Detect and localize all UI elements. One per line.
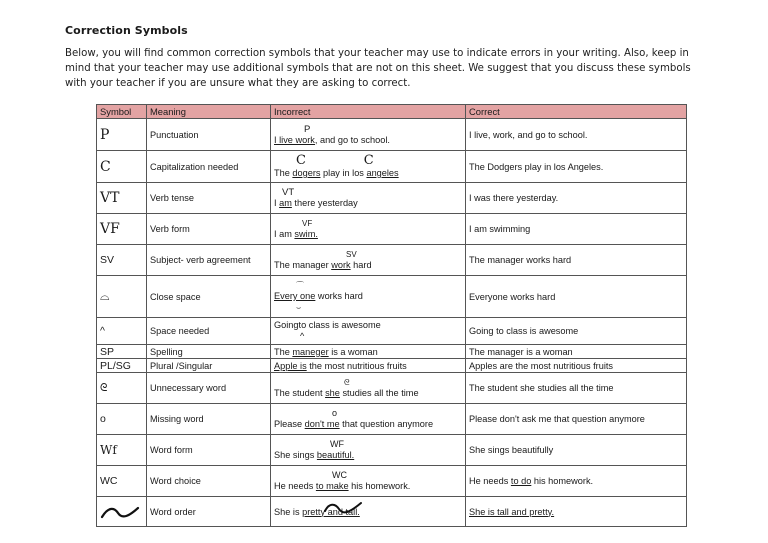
- symbol-glyph: PL/SG: [100, 359, 131, 372]
- underlined-error: swim.: [294, 229, 318, 239]
- correct-text: He needs: [469, 476, 511, 486]
- correct-cell: Everyone works hard: [466, 276, 687, 318]
- symbol-cell: [97, 435, 147, 466]
- correction-mark: P: [304, 123, 311, 135]
- incorrect-text: play in los: [320, 168, 367, 178]
- correction-mark: VF: [302, 219, 313, 228]
- meaning-cell: Verb tense: [147, 183, 271, 214]
- incorrect-text: is a woman: [328, 346, 378, 357]
- correction-mark-bottom: ⌣: [296, 303, 302, 312]
- correction-mark: ^: [300, 331, 305, 341]
- meaning-cell: Space needed: [147, 318, 271, 345]
- incorrect-text: I: [274, 198, 280, 208]
- symbol-cell: [97, 276, 147, 318]
- meaning-cell: Subject- verb agreement: [147, 245, 271, 276]
- correct-text: his homework.: [531, 476, 594, 486]
- meaning-cell: Verb form: [147, 214, 271, 245]
- table-row: [97, 245, 687, 276]
- incorrect-cell: [271, 151, 466, 183]
- table-row: [97, 119, 687, 151]
- correct-cell: Going to class is awesome: [466, 318, 687, 345]
- incorrect-text: there yesterday: [291, 198, 358, 208]
- meaning-cell: Word form: [147, 435, 271, 466]
- incorrect-cell: [271, 276, 466, 318]
- header-incorrect: Incorrect: [271, 105, 466, 119]
- underlined-error: to make: [315, 481, 349, 491]
- symbol-cell: [97, 151, 147, 183]
- correct-cell: I was there yesterday.: [466, 183, 687, 214]
- incorrect-text: and go to school.: [317, 134, 390, 145]
- incorrect-cell: [271, 497, 466, 527]
- symbol-cell: [97, 183, 147, 214]
- table-row: [97, 359, 687, 373]
- meaning-cell: Missing word: [147, 404, 271, 435]
- header-correct: Correct: [466, 105, 687, 119]
- correction-mark: WF: [330, 439, 344, 449]
- symbol-glyph: P: [100, 126, 110, 143]
- incorrect-text: works hard: [315, 291, 363, 301]
- symbol-glyph: Wf: [100, 443, 117, 457]
- correct-cell: She sings beautifully: [466, 435, 687, 466]
- symbol-cell: [97, 466, 147, 497]
- underlined-error: I live work,: [274, 134, 318, 145]
- table-row: [97, 151, 687, 183]
- underlined-error: Apple is: [274, 360, 307, 371]
- insert-word-icon: o: [100, 413, 106, 425]
- incorrect-text: The manager: [274, 260, 332, 270]
- correct-cell: [466, 466, 687, 497]
- meaning-cell: Capitalization needed: [147, 151, 271, 183]
- table-row: [97, 318, 687, 345]
- correct-cell: The manager is a woman: [466, 345, 687, 359]
- table-row: [97, 497, 687, 527]
- incorrect-cell: [271, 404, 466, 435]
- symbol-cell: [97, 318, 147, 345]
- table-header-row: [97, 105, 687, 119]
- symbol-cell: [97, 497, 147, 527]
- incorrect-text: The student: [274, 388, 326, 398]
- table-row: [97, 345, 687, 359]
- table-row: [97, 276, 687, 318]
- incorrect-cell: [271, 183, 466, 214]
- meaning-cell: Spelling: [147, 345, 271, 359]
- meaning-cell: Word order: [147, 497, 271, 527]
- incorrect-cell: [271, 345, 466, 359]
- underlined-error: angeles: [366, 168, 399, 178]
- underlined-error: Every one: [274, 291, 316, 301]
- correct-cell: The Dodgers play in los Angeles.: [466, 151, 687, 183]
- underlined-fix: to do: [510, 476, 532, 486]
- correct-cell: Please don't ask me that question anymore: [466, 404, 687, 435]
- table-row: [97, 373, 687, 404]
- caret-icon: ^: [100, 325, 105, 337]
- meaning-cell: Close space: [147, 276, 271, 318]
- incorrect-text: I am: [274, 229, 295, 239]
- incorrect-text: She sings: [274, 450, 317, 460]
- incorrect-cell: [271, 119, 466, 151]
- close-space-icon: ⌓: [100, 289, 110, 303]
- underlined-error: don't me: [304, 419, 340, 429]
- meaning-cell: Word choice: [147, 466, 271, 497]
- incorrect-text: The: [274, 168, 293, 178]
- table-row: [97, 183, 687, 214]
- incorrect-text: that question anymore: [339, 419, 434, 429]
- underlined-error: pretty and tall.: [302, 506, 360, 517]
- incorrect-cell: [271, 214, 466, 245]
- incorrect-text: He needs: [274, 481, 316, 491]
- symbol-cell: [97, 214, 147, 245]
- incorrect-cell: [271, 359, 466, 373]
- underlined-error: am: [279, 198, 292, 208]
- symbol-glyph: VF: [100, 221, 120, 237]
- correct-cell: I live, work, and go to school.: [466, 119, 687, 151]
- meaning-cell: Unnecessary word: [147, 373, 271, 404]
- header-symbol: Symbol: [97, 105, 147, 119]
- underlined-error: dogers: [292, 168, 321, 178]
- correct-cell: The student she studies all the time: [466, 373, 687, 404]
- symbol-glyph: C: [100, 158, 111, 175]
- correct-cell: I am swimming: [466, 214, 687, 245]
- incorrect-cell: [271, 466, 466, 497]
- incorrect-text: She is: [274, 506, 303, 517]
- incorrect-text: The: [274, 346, 293, 357]
- symbol-cell: [97, 245, 147, 276]
- symbol-cell: [97, 404, 147, 435]
- underlined-error: maneger: [292, 346, 329, 357]
- correct-cell: Apples are the most nutritious fruits: [466, 359, 687, 373]
- delete-mark-icon: ᘓ: [100, 381, 108, 394]
- symbol-cell: [97, 119, 147, 151]
- symbol-glyph: SV: [100, 254, 115, 266]
- incorrect-cell: [271, 435, 466, 466]
- correction-mark: o: [332, 408, 338, 418]
- underlined-error: work: [331, 260, 351, 270]
- table-row: [97, 435, 687, 466]
- symbol-cell: [97, 359, 147, 373]
- correction-mark: WC: [332, 470, 347, 480]
- meaning-cell: Plural /Singular: [147, 359, 271, 373]
- correction-mark: VT: [282, 187, 295, 198]
- word-order-swirl-icon: [100, 505, 140, 519]
- page-title: Correction Symbols: [65, 24, 188, 37]
- symbol-glyph: SP: [100, 345, 115, 358]
- symbol-glyph: VT: [100, 190, 120, 206]
- symbol-glyph: WC: [100, 475, 118, 487]
- symbol-cell: [97, 373, 147, 404]
- intro-paragraph: Below, you will find common correction symbols that your teacher may use to indicate errors in your writing. Also, keep in mind that your teacher may use additional symbols that are not on this sheet. We suggest that you discuss these symbols with your teacher if you are unsure what they are asking to correct.: [65, 48, 691, 89]
- incorrect-text: Goingto class is awesome: [274, 320, 381, 330]
- underlined-error: she: [325, 388, 340, 398]
- incorrect-text: Please: [274, 419, 305, 429]
- incorrect-cell: [271, 318, 466, 345]
- symbol-cell: [97, 345, 147, 359]
- incorrect-text: his homework.: [348, 481, 411, 491]
- correction-symbols-table: [96, 104, 687, 527]
- correction-mark: C C: [296, 153, 374, 168]
- incorrect-cell: [271, 373, 466, 404]
- correction-mark-top: ⌒: [296, 281, 304, 290]
- incorrect-text: studies all the time: [339, 388, 419, 398]
- header-meaning: Meaning: [147, 105, 271, 119]
- table-row: [97, 404, 687, 435]
- underlined-error: beautiful.: [316, 450, 355, 460]
- incorrect-cell: [271, 245, 466, 276]
- incorrect-text: hard: [350, 260, 372, 270]
- correct-cell: [466, 497, 687, 527]
- underlined-fix: She is tall and pretty.: [469, 506, 555, 517]
- meaning-cell: Punctuation: [147, 119, 271, 151]
- correction-mark: ᘓ: [344, 378, 350, 387]
- correction-mark: SV: [346, 250, 357, 259]
- table-row: [97, 214, 687, 245]
- word-order-swirl-icon: [323, 501, 363, 517]
- correct-cell: The manager works hard: [466, 245, 687, 276]
- table-row: [97, 466, 687, 497]
- incorrect-text: the most nutritious fruits: [306, 360, 407, 371]
